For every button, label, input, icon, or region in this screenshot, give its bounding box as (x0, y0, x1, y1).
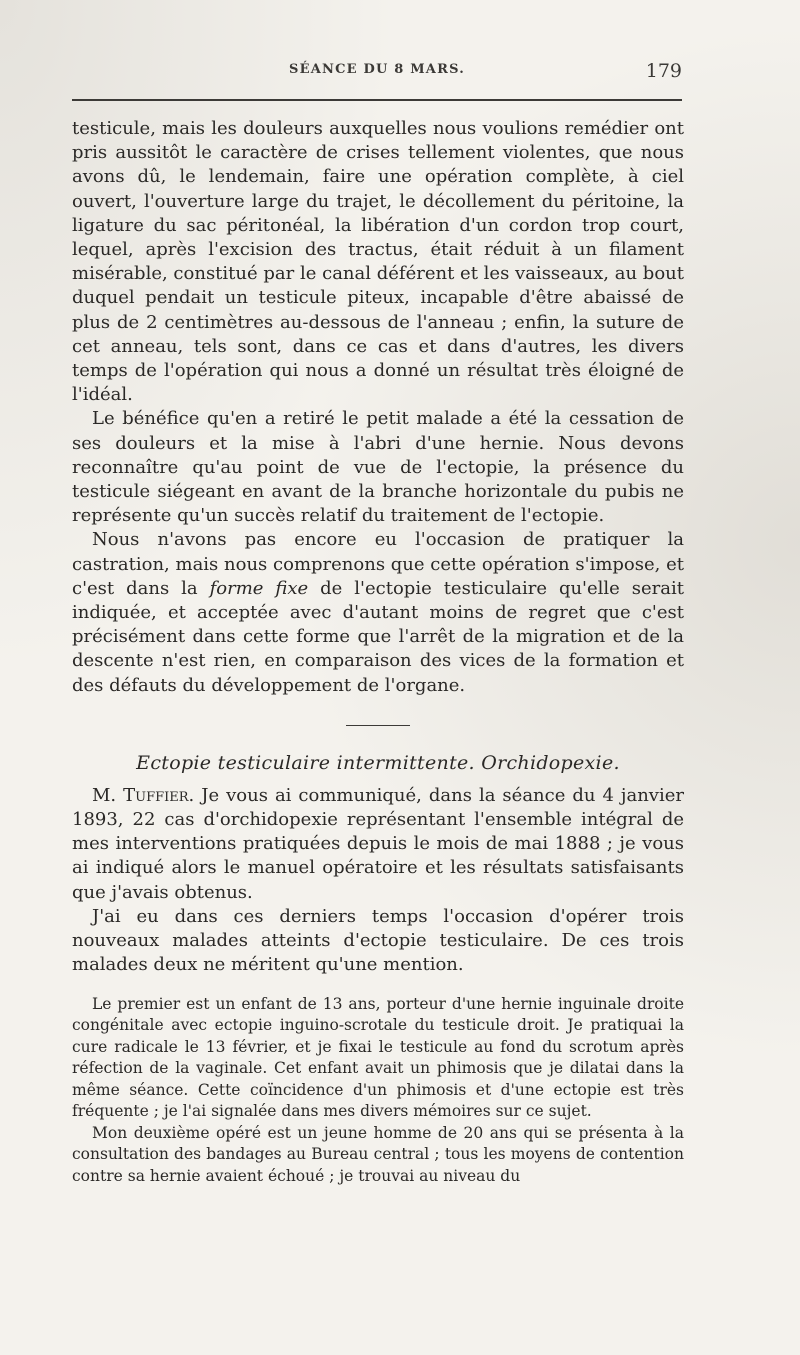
page-number: 179 (645, 60, 682, 82)
page-header (72, 62, 682, 86)
page-body (72, 117, 684, 1187)
paragraph-1: testicule, mais les douleurs auxquelles nous voulions remédier ont pris aussitôt le caractère de crises tellement violentes, que nous avons dû, le lendemain, faire une opération complète, à ciel ouvert, l'ouverture large du trajet, le décollement du péritoine, la ligature du sac péritonéal, la libération d'un cordon trop court, lequel, après l'excision des tractus, était réduit à un filament misérable, constitué par le canal déférent et les vaisseaux, au bout duquel pendait un testicule piteux, incapable d'être abaissé de plus de 2 centimètres au-dessous de l'anneau ; enfin, la suture de cet anneau, tels sont, dans ce cas et dans d'autres, les divers temps de l'opération qui nous a donné un résultat très éloigné de l'idéal. (72, 118, 684, 406)
paragraph-2: Le bénéfice qu'en a retiré le petit malade a été la cessation de ses douleurs et la mise à l'abri d'une hernie. Nous devons reconnaître qu'au point de vue de l'ectopie, la présence du testicule siégeant en avant de la branche horizontale du pubis ne représente qu'un succès relatif du traitement de l'ectopie. (72, 408, 684, 527)
paragraph-4-text: Je vous ai communiqué, dans la séance du 4 janvier 1893, 22 cas d'orchidopexie représentant l'ensemble intégral de mes interventions pratiquées depuis le mois de mai 1888 ; je vous ai indiqué alors le manuel opératoire et les résultats satisfaisants que j'avais obtenus. (72, 784, 684, 903)
case-note-2: Mon deuxième opéré est un jeune homme de 20 ans qui se présenta à la consultation des bandages au Bureau central ; tous les moyens de contention contre sa hernie avaient échoué ; je trouvai au niveau du (72, 1123, 684, 1185)
section-title: Ectopie testiculaire intermittente. Orchidopexie. (136, 751, 620, 774)
speaker-name: M. Tuffier. (92, 784, 195, 806)
running-title: SÉANCE DU 8 MARS. (289, 62, 465, 77)
paragraph-3-text-b: de l'ectopie testiculaire qu'elle serait indiquée, et acceptée avec d'autant moins de regret que c'est précisément dans cette forme que l'arrêt de la migration et de la descente n'est rien, en comparaison des vices de la formation et des défauts du développement de l'organe. (72, 577, 684, 696)
header-rule (72, 99, 682, 101)
paragraph-5: J'ai eu dans ces derniers temps l'occasion d'opérer trois nouveaux malades atteints d'ectopie testiculaire. De ces trois malades deux ne méritent qu'une mention. (72, 905, 684, 976)
case-note-1: Le premier est un enfant de 13 ans, porteur d'une hernie inguinale droite congénitale avec ectopie inguino-scrotale du testicule droit. Je pratiquai la cure radicale le 13 février, et je fixai le testicule au fond du scrotum après réfection de la vaginale. Cet enfant avait un phimosis que je dilatai dans la même séance. Cette coïncidence d'un phimosis et d'une ectopie est très fréquente ; je l'ai signalée dans mes divers mémoires sur ce sujet. (72, 994, 684, 1120)
section-divider (346, 725, 410, 726)
paragraph-4 (72, 784, 684, 905)
paragraph-3-text-a: Nous n'avons pas encore eu l'occasion de pratiquer la castration, mais nous comprenons que cette opération s'impose, et c'est dans la (72, 529, 684, 599)
paragraph-3-emphasis: forme fixe (209, 577, 309, 599)
paragraph-3 (72, 528, 684, 697)
